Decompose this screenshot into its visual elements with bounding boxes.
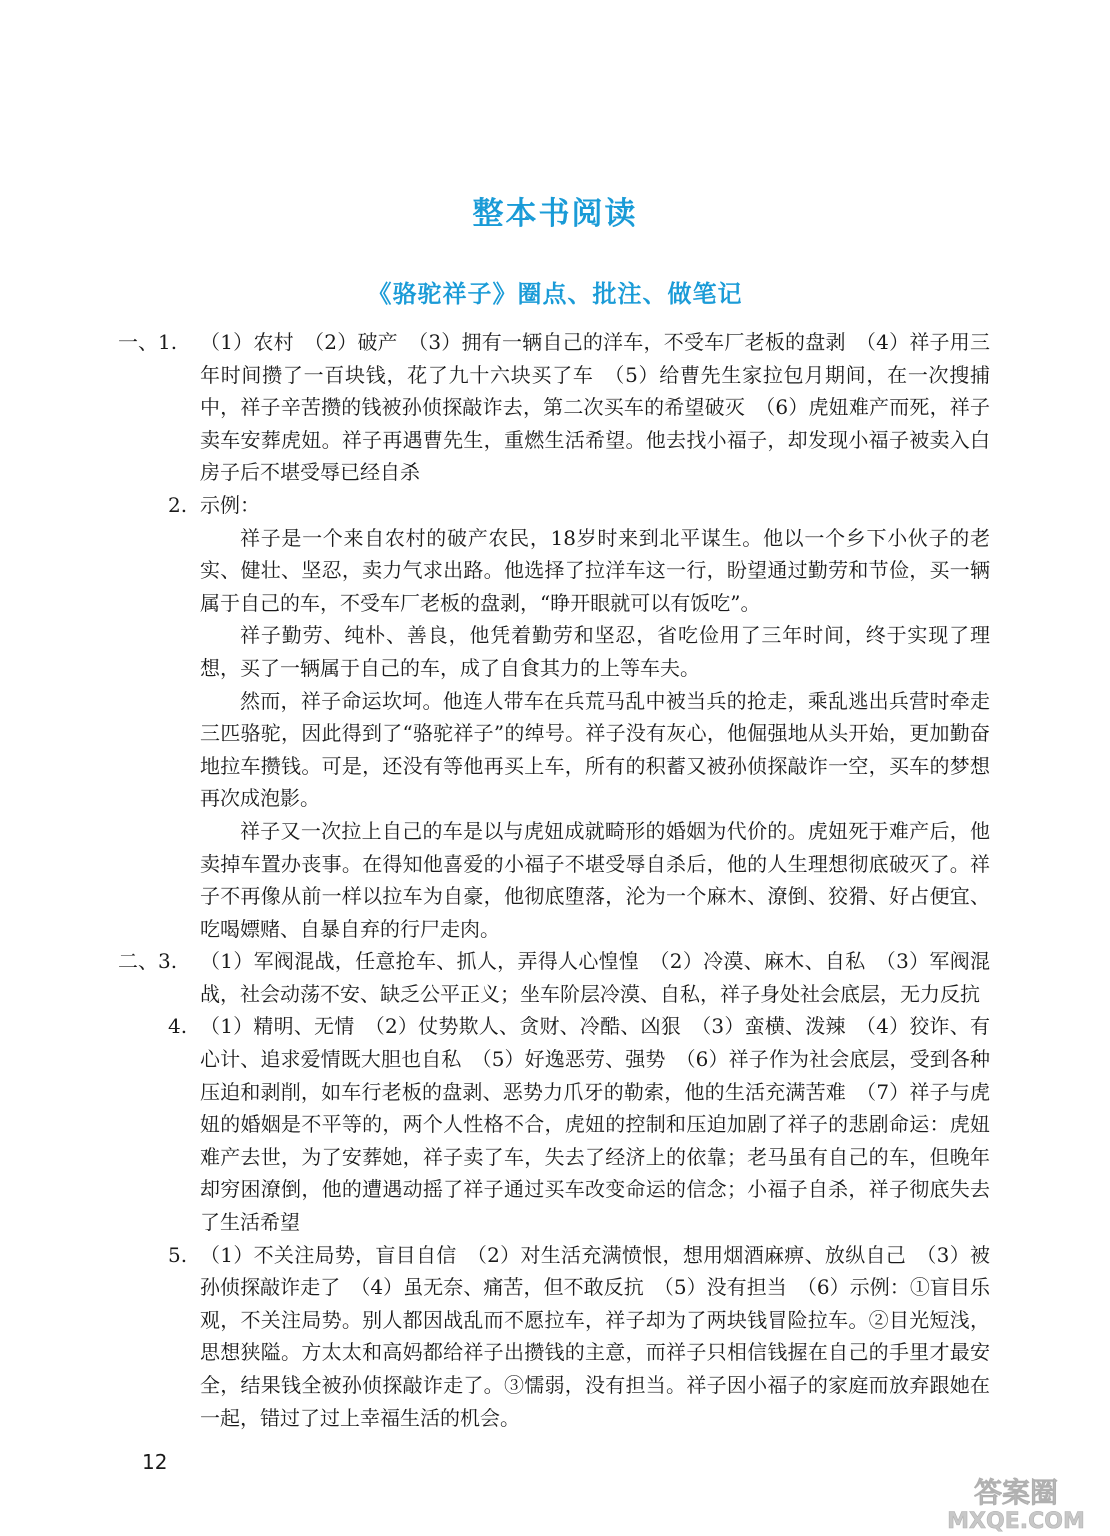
question-2-paragraph: 祥子勤劳、纯朴、善良，他凭着勤劳和坚忍，省吃俭用了三年时间，终于实现了理想，买了一辆属于自己的车，成了自食其力的上等车夫。 [200,623,990,680]
question-3-number: 二、3. [118,949,178,974]
question-4-number: 4. [168,1014,188,1039]
question-2 [118,489,990,522]
watermark-text-top: 答案圈 [973,1476,1059,1509]
question-3-answer: （1）军阀混战，任意抢车、抓人，弄得人心惶惶 （2）冷漠、麻木、自私 （3）军阀混战，社会动荡不安、缺乏公平正义；坐车阶层冷漠、自私，祥子身处社会底层，无力反抗 [200,949,990,1006]
question-2-example-label: 示例： [200,492,260,517]
page-number: 12 [142,1450,168,1474]
question-1-number: 一、1. [118,330,178,354]
question-3 [118,945,990,1010]
question-2-number: 2. [168,492,188,517]
question-1-answer: （1）农村 （2）破产 （3）拥有一辆自己的洋车，不受车厂老板的盘剥 （4）祥子用三年时间攒了一百块钱，花了九十六块买了车 （5）给曹先生家拉包月期间，在一次搜捕中，祥子辛苦攒的钱被孙侦探敲诈去，第二次买车的希望破灭 （6）虎妞难产而死，祥子卖车安葬虎妞。祥子再遇曹先生，重燃生活希望。他去找小福子，却发现小福子被卖入白房子后不堪受辱已经自杀 [200,330,990,485]
section-title: 《骆驼祥子》圈点、批注、做笔记 [367,279,743,308]
question-5 [118,1239,990,1435]
question-5-answer: （1）不关注局势，盲目自信 （2）对生活充满愤恨，想用烟酒麻痹、放纵自己 （3）被孙侦探敲诈走了 （4）虽无奈、痛苦，但不敢反抗 （5）没有担当 （6）示例：①盲目乐观，不关注局势。别人都因战乱而不愿拉车，祥子却为了两块钱冒险拉车。②目光短浅，思想狭隘。方太太和高妈都给祥子出攒钱的主意，而祥子只相信钱握在自己的手里才最安全，结果钱全被孙侦探敲诈走了。③懦弱，没有担当。祥子因小福子的家庭而放弃跟她在一起，错过了过上幸福生活的机会。 [200,1242,990,1430]
question-4-answer: （1）精明、无情 （2）仗势欺人、贪财、冷酷、凶狠 （3）蛮横、泼辣 （4）狡诈、有心计、追求爱情既大胆也自私 （5）好逸恶劳、强势 （6）祥子作为社会底层，受到各种压迫和剥削，如车行老板的盘剥、恶势力爪牙的勒索，他的生活充满苦难 （7）祥子与虎妞的婚姻是不平等的，两个人性格不合，虎妞的控制和压迫加剧了祥子的悲剧命运：虎妞难产去世，为了安葬她，祥子卖了车，失去了经济上的依靠；老马虽有自己的车，但晚年却穷困潦倒，他的遭遇动摇了祥子通过买车改变命运的信念；小福子自杀，祥子彻底失去了生活希望 [200,1014,990,1235]
question-5-number: 5. [168,1242,188,1267]
watermark-logo [928,1472,1104,1532]
question-2-paragraph: 祥子是一个来自农村的破产农民，18岁时来到北平谋生。他以一个乡下小伙子的老实、健壮、坚忍，卖力气求出路。他选择了拉洋车这一行，盼望通过勤劳和节俭，买一辆属于自己的车，不受车厂老板的盘剥，“睁开眼就可以有饭吃”。 [200,525,990,615]
answer-content [118,326,990,1434]
question-4 [118,1010,990,1238]
question-2-paragraph: 然而，祥子命运坎坷。他连人带车在兵荒马乱中被当兵的抢走，乘乱逃出兵营时牵走三匹骆驼，因此得到了“骆驼祥子”的绰号。祥子没有灰心，他倔强地从头开始，更加勤奋地拉车攒钱。可是，还没有等他再买上车，所有的积蓄又被孙侦探敲诈一空，买车的梦想再次成泡影。 [200,688,990,811]
question-2-paragraph: 祥子又一次拉上自己的车是以与虎妞成就畸形的婚姻为代价的。虎妞死于难产后，他卖掉车置办丧事。在得知他喜爱的小福子不堪受辱自杀后，他的人生理想彻底破灭了。祥子不再像从前一样以拉车为自豪，他彻底堕落，沦为一个麻木、潦倒、狡猾、好占便宜、吃喝嫖赌、自暴自弃的行尸走肉。 [200,818,990,941]
question-1 [118,326,990,489]
page-title: 整本书阅读 [472,196,638,232]
watermark-text-bottom: MXQE.COM [947,1509,1085,1532]
